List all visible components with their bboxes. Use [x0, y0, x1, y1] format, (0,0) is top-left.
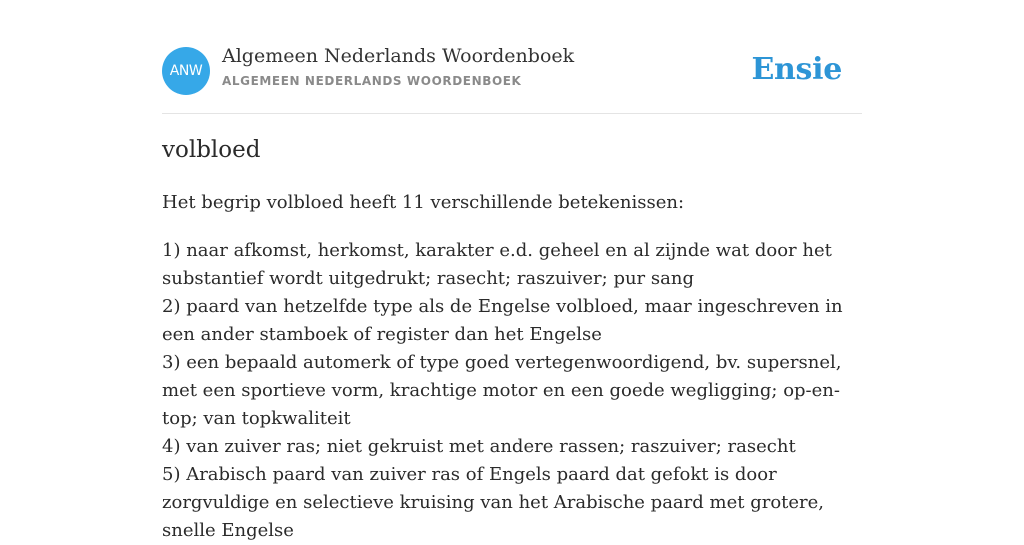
definition-list: [162, 237, 862, 545]
entry-intro: Het begrip volbloed heeft 11 verschillende betekenissen:: [162, 192, 685, 213]
definition-item: 3) een bepaald automerk of type goed vertegenwoordigend, bv. supersnel, met een sportieve vorm, krachtige motor en een goede wegligging; op-en-top; van topkwaliteit: [162, 352, 842, 429]
source-subtitle: ALGEMEEN NEDERLANDS WOORDENBOEK: [222, 74, 522, 88]
definition-item: 5) Arabisch paard van zuiver ras of Engels paard dat gefokt is door zorgvuldige en selectieve kruising van het Arabische paard met grotere, snelle Engelse: [162, 464, 825, 541]
brand-logo[interactable]: Ensie: [751, 52, 842, 87]
source-logo[interactable]: ANW: [162, 47, 210, 95]
definition-item: 1) naar afkomst, herkomst, karakter e.d. geheel en al zijnde wat door het substantief wordt uitgedrukt; rasecht; raszuiver; pur sang: [162, 240, 832, 289]
entry-term: volbloed: [162, 137, 261, 163]
header: [162, 0, 862, 114]
definition-item: 2) paard van hetzelfde type als de Engelse volbloed, maar ingeschreven in een ander stamboek of register dan het Engelse: [162, 296, 843, 345]
content-container: [162, 0, 862, 541]
definition-item: 4) van zuiver ras; niet gekruist met andere rassen; raszuiver; rasecht: [162, 436, 796, 457]
source-title[interactable]: Algemeen Nederlands Woordenboek: [222, 45, 575, 67]
